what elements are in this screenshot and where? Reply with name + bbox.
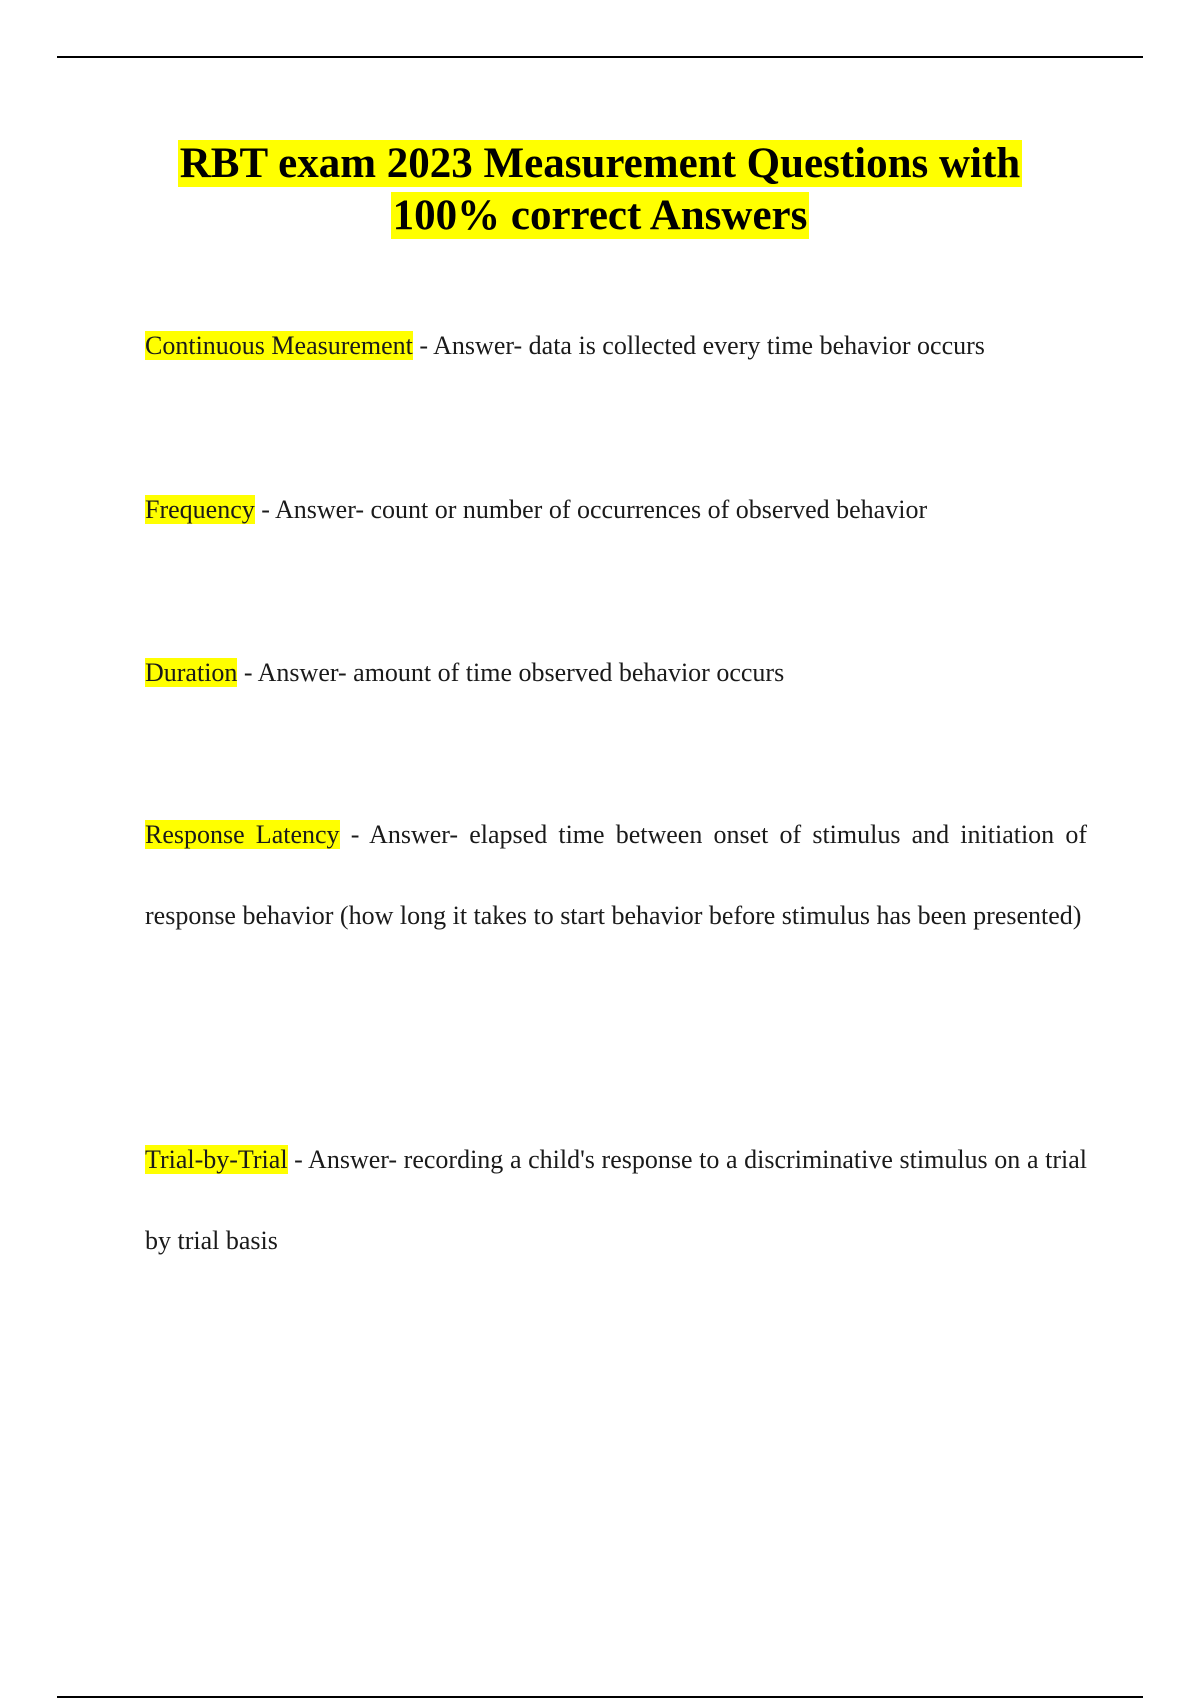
footer-rule <box>57 1696 1143 1698</box>
title-line-1: RBT exam 2023 Measurement Questions with <box>179 140 1021 187</box>
term-separator: - <box>339 820 370 849</box>
answer-text: Answer- elapsed time between onset of stimulus and initiation of response behavior (how long it takes to start behavior before stimulus has been presented) <box>145 820 1087 930</box>
answer-text: Answer- recording a child's response to a discriminative stimulus on a trial by trial basis <box>145 1145 1087 1255</box>
header-rule <box>57 56 1143 58</box>
term-highlight: Duration <box>145 658 238 687</box>
qa-entry-response-latency <box>145 794 1087 956</box>
term-highlight: Response Latency <box>145 820 340 849</box>
qa-entry-trial-by-trial <box>145 1119 1087 1281</box>
title-line-2: 100% correct Answers <box>392 192 808 239</box>
qa-entry-duration <box>145 632 1087 713</box>
answer-text: Answer- data is collected every time behavior occurs <box>433 331 985 360</box>
term-separator: - <box>287 1145 309 1174</box>
term-separator: - <box>237 658 258 687</box>
term-highlight: Trial-by-Trial <box>145 1145 288 1174</box>
term-separator: - <box>254 495 275 524</box>
qa-entry-frequency <box>145 469 1087 550</box>
document-title <box>120 138 1080 242</box>
qa-entry-continuous-measurement <box>145 305 1087 386</box>
term-highlight: Continuous Measurement <box>145 331 413 360</box>
answer-text: Answer- count or number of occurrences of observed behavior <box>274 495 928 524</box>
term-separator: - <box>412 331 434 360</box>
term-highlight: Frequency <box>145 495 255 524</box>
answer-text: Answer- amount of time observed behavior occurs <box>257 658 785 687</box>
